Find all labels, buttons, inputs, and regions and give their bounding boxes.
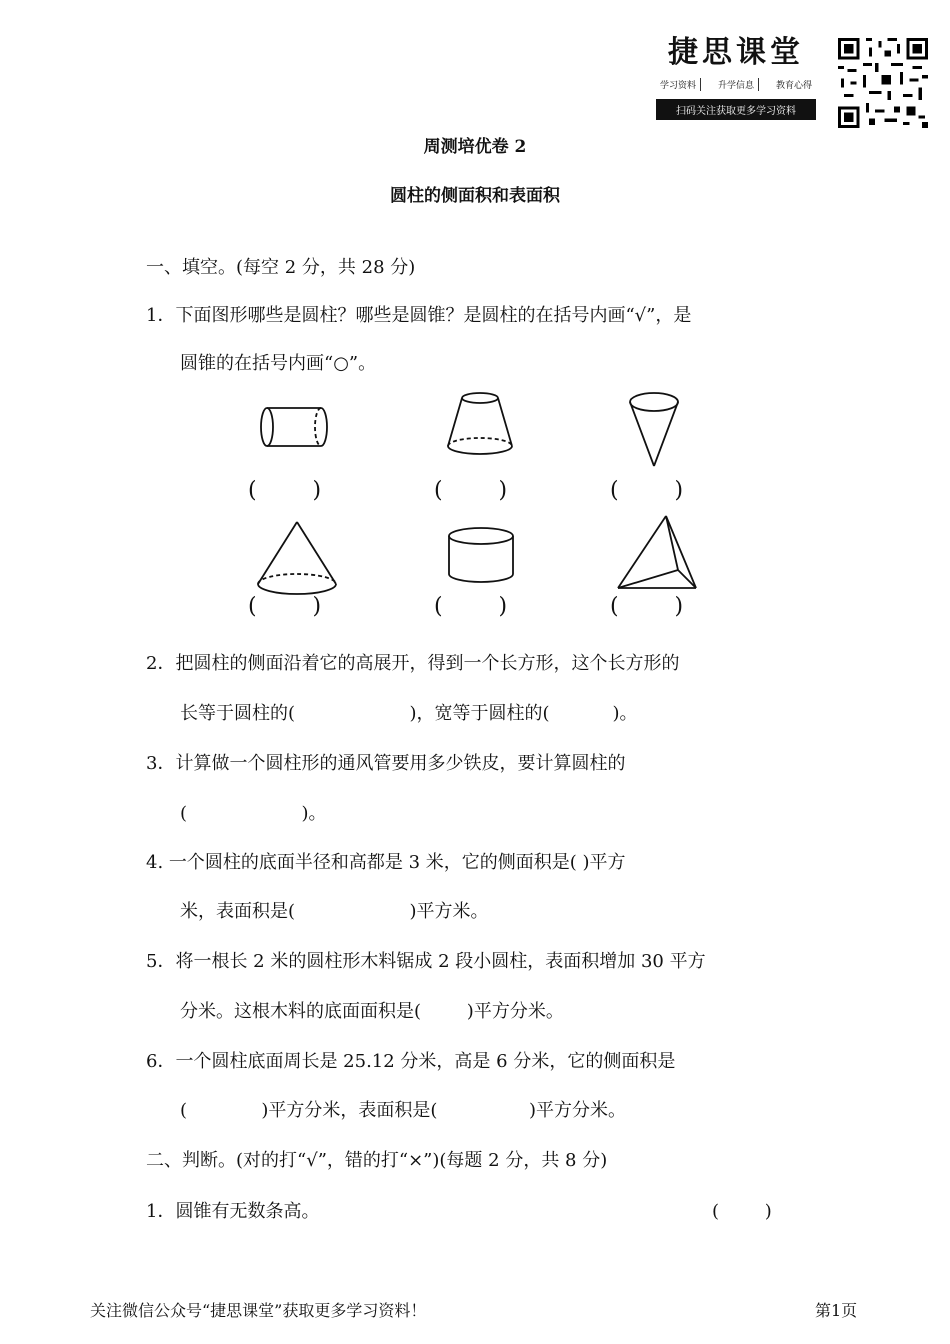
cylinder-horizontal-icon (255, 402, 335, 452)
qr-code-icon (838, 38, 928, 128)
answer-blank[interactable]: ( ) (434, 478, 508, 503)
cylinder-icon (443, 524, 519, 588)
answer-blank[interactable]: ( ) (610, 594, 684, 619)
question-line: ( )。 (180, 803, 327, 824)
brand-slogan: 扫码关注获取更多学习资料 (656, 99, 816, 120)
page-number: 第1页 (815, 1301, 858, 1320)
footer-note: 关注微信公众号“捷思课堂”获取更多学习资料！ (90, 1301, 427, 1320)
brand-tag: 学习资料 (656, 78, 701, 91)
question-line: 米，表面积是( )平方米。 (180, 901, 489, 922)
question-line: 2．把圆柱的侧面沿着它的高展开，得到一个长方形，这个长方形的 (146, 653, 680, 674)
answer-blank[interactable]: ( ) (248, 594, 322, 619)
question-line: ( )平方分米，表面积是( )平方分米。 (180, 1100, 627, 1121)
cone-icon (252, 518, 342, 600)
answer-blank[interactable]: ( ) (712, 1201, 772, 1222)
cone-inverted-icon (624, 388, 684, 470)
page-subtitle: 圆柱的侧面积和表面积 (390, 186, 560, 206)
question-line: 5．将一根长 2 米的圆柱形木料锯成 2 段小圆柱，表面积增加 30 平方 (146, 951, 706, 972)
brand-name: 捷思课堂 (668, 35, 804, 70)
brand-block (656, 34, 816, 120)
brand-tag: 教育心得 (775, 81, 812, 91)
question-line: 1．下面图形哪些是圆柱？哪些是圆锥？是圆柱的在括号内画“√”，是 (146, 305, 692, 326)
answer-blank[interactable]: ( ) (610, 478, 684, 503)
question-line: 长等于圆柱的( )，宽等于圆柱的( )。 (180, 703, 638, 724)
pyramid-icon (612, 512, 702, 592)
question-line: 圆锥的在括号内画“○”。 (180, 353, 377, 374)
answer-blank[interactable]: ( ) (248, 478, 322, 503)
section-heading: 一、填空。(每空 2 分，共 28 分) (146, 257, 416, 278)
question-line: 分米。这根木料的底面面积是( )平方分米。 (180, 1001, 564, 1022)
section-heading: 二、判断。(对的打“√”，错的打“×”)(每题 2 分，共 8 分) (146, 1150, 608, 1171)
brand-tags (656, 78, 816, 91)
question-line: 4. 一个圆柱的底面半径和高都是 3 米，它的侧面积是( )平方 (146, 852, 626, 873)
brand-tag: 升学信息 (714, 78, 759, 91)
page-title: 周测培优卷 2 (423, 137, 527, 157)
frustum-icon (440, 390, 520, 460)
question-line: 6．一个圆柱底面周长是 25.12 分米，高是 6 分米，它的侧面积是 (146, 1051, 676, 1072)
answer-blank[interactable]: ( ) (434, 594, 508, 619)
question-line: 1．圆锥有无数条高。 (146, 1201, 320, 1222)
question-line: 3．计算做一个圆柱形的通风管要用多少铁皮，要计算圆柱的 (146, 753, 626, 774)
